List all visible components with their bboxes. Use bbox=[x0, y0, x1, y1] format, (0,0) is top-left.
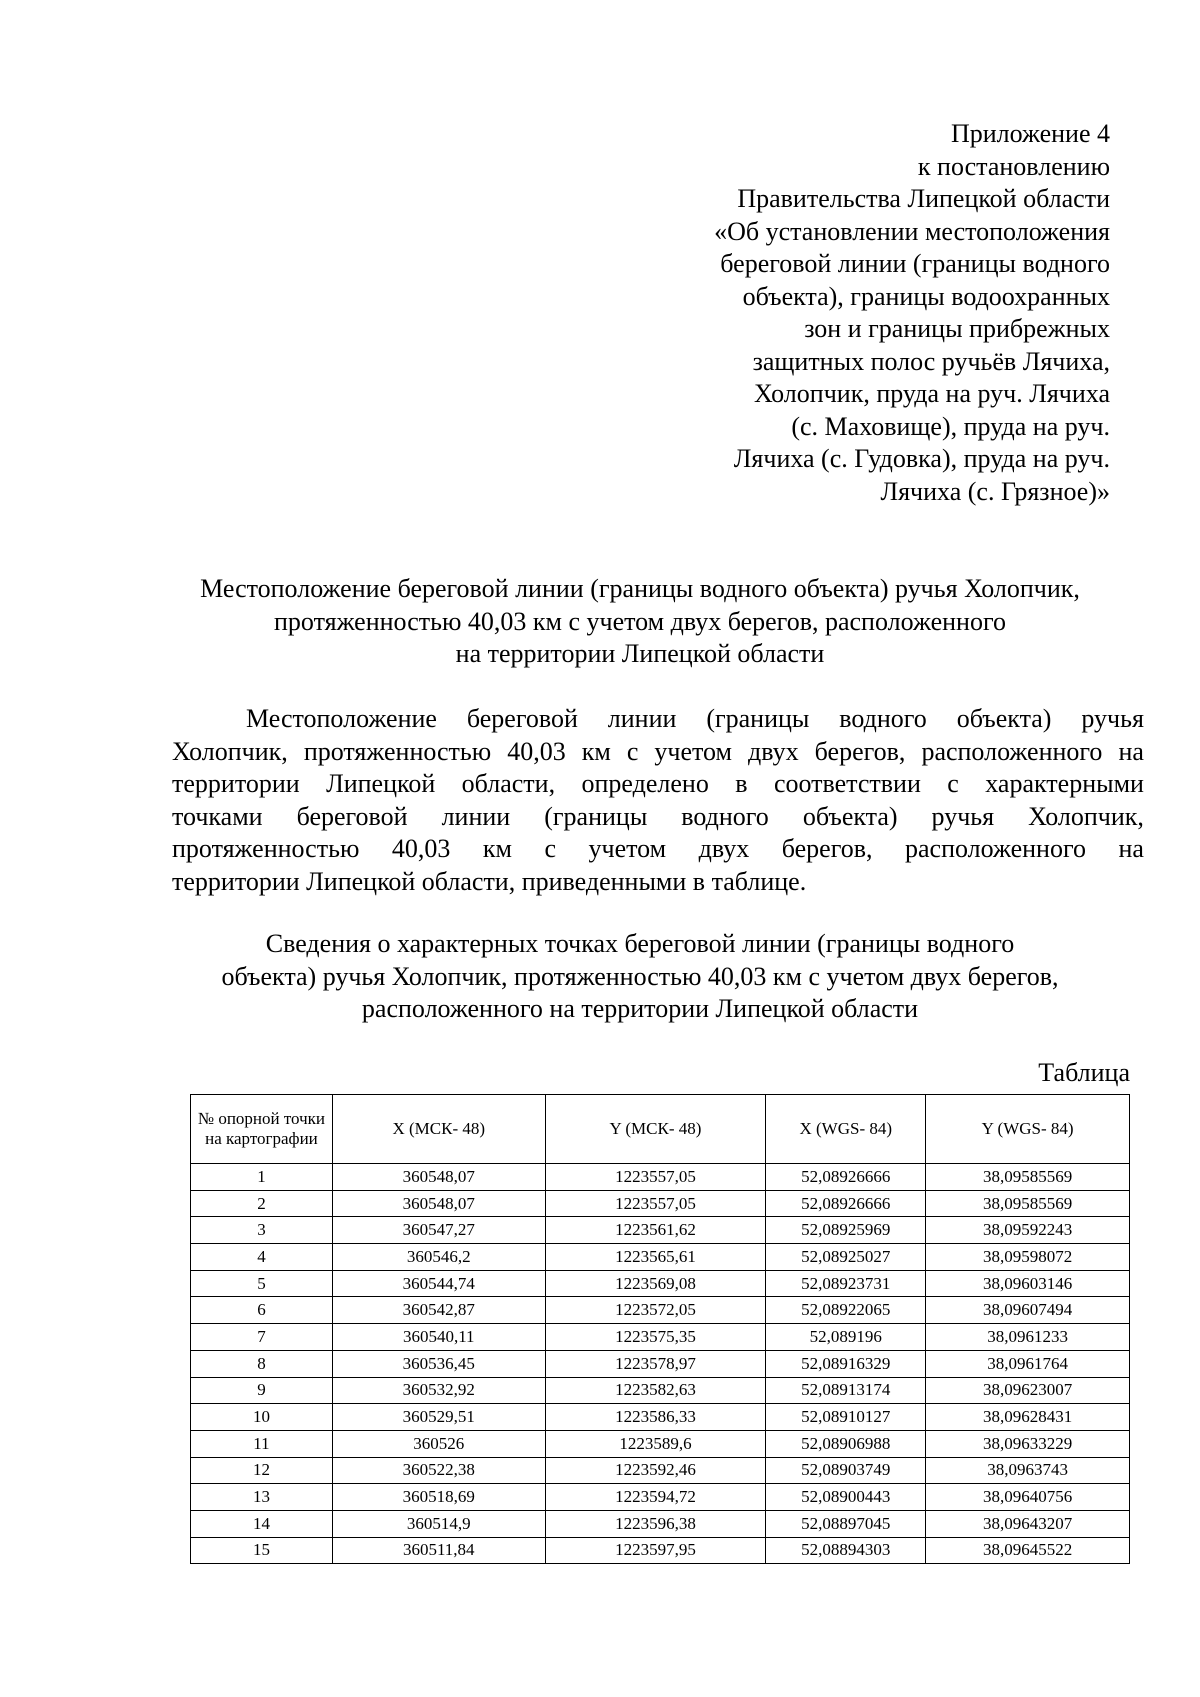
table-row bbox=[191, 1510, 1130, 1537]
table-cell: 1223589,6 bbox=[545, 1430, 766, 1457]
table-cell: 38,0961233 bbox=[926, 1324, 1130, 1351]
table-row bbox=[191, 1484, 1130, 1511]
appendix-line: Холопчик, пруда на руч. Лячиха bbox=[754, 379, 1110, 408]
appendix-line: объекта), границы водоохранных bbox=[742, 281, 1110, 311]
paragraph-line: Холопчик, протяженностью 40,03 км с учетом двух берегов, расположенного на bbox=[172, 736, 1144, 766]
table-cell: 1223594,72 bbox=[545, 1484, 766, 1511]
table-cell: 52,08922065 bbox=[766, 1297, 926, 1324]
table-row bbox=[191, 1164, 1130, 1191]
paragraph-line: протяженностью 40,03 км с учетом двух берегов, расположенного на bbox=[172, 834, 1144, 863]
table-cell: 1223597,95 bbox=[545, 1537, 766, 1564]
table-cell: 38,09643207 bbox=[926, 1510, 1130, 1537]
table-cell: 7 bbox=[191, 1324, 333, 1351]
table-cell: 1223596,38 bbox=[545, 1510, 766, 1537]
table-cell: 1223575,35 bbox=[545, 1324, 766, 1351]
table-cell: 1223561,62 bbox=[545, 1217, 766, 1244]
table-title-line: Сведения о характерных точках береговой линии (границы водного bbox=[265, 929, 1015, 958]
table-cell: 38,09598072 bbox=[926, 1244, 1130, 1271]
paragraph-line: Местоположение береговой линии (границы водного объекта) ручья bbox=[246, 704, 1144, 733]
table-cell: 38,0961764 bbox=[926, 1350, 1130, 1377]
table-cell: 52,08916329 bbox=[766, 1350, 926, 1377]
table-cell: 38,09640756 bbox=[926, 1484, 1130, 1511]
appendix-line: защитных полос ручьёв Лячиха, bbox=[752, 346, 1110, 376]
table-cell: 38,09592243 bbox=[926, 1217, 1130, 1244]
title-line: протяженностью 40,03 км с учетом двух берегов, расположенного bbox=[274, 606, 1006, 636]
table-cell: 12 bbox=[191, 1457, 333, 1484]
table-cell: 1 bbox=[191, 1164, 333, 1191]
table-cell: 11 bbox=[191, 1430, 333, 1457]
appendix-line: (с. Маховище), пруда на руч. bbox=[791, 411, 1110, 441]
table-cell: 52,08925969 bbox=[766, 1217, 926, 1244]
document-title bbox=[170, 573, 1110, 671]
table-cell: 38,09585569 bbox=[926, 1190, 1130, 1217]
table-cell: 52,08925027 bbox=[766, 1244, 926, 1271]
table-cell: 360526 bbox=[332, 1430, 545, 1457]
table-cell: 1223557,05 bbox=[545, 1190, 766, 1217]
table-cell: 2 bbox=[191, 1190, 333, 1217]
table-cell: 52,08906988 bbox=[766, 1430, 926, 1457]
table-cell: 5 bbox=[191, 1270, 333, 1297]
title-line: на территории Липецкой области bbox=[455, 639, 825, 668]
appendix-line: к постановлению bbox=[917, 151, 1110, 181]
table-row bbox=[191, 1430, 1130, 1457]
table-cell: 38,0963743 bbox=[926, 1457, 1130, 1484]
table-row bbox=[191, 1377, 1130, 1404]
appendix-line: зон и границы прибрежных bbox=[804, 314, 1110, 343]
table-cell: 4 bbox=[191, 1244, 333, 1271]
table-cell: 38,09585569 bbox=[926, 1164, 1130, 1191]
table-cell: 360540,11 bbox=[332, 1324, 545, 1351]
table-cell: 360529,51 bbox=[332, 1404, 545, 1431]
table-cell: 8 bbox=[191, 1350, 333, 1377]
table-row bbox=[191, 1457, 1130, 1484]
appendix-line: «Об установлении местоположения bbox=[714, 216, 1110, 246]
table-row bbox=[191, 1350, 1130, 1377]
table-cell: 38,09633229 bbox=[926, 1430, 1130, 1457]
table-title bbox=[170, 928, 1110, 1026]
table-cell: 360544,74 bbox=[332, 1270, 545, 1297]
table-cell: 1223578,97 bbox=[545, 1350, 766, 1377]
table-title-line: объекта) ручья Холопчик, протяженностью 40,03 км с учетом двух берегов, bbox=[221, 961, 1059, 991]
table-cell: 360542,87 bbox=[332, 1297, 545, 1324]
table-cell: 1223592,46 bbox=[545, 1457, 766, 1484]
table-row bbox=[191, 1244, 1130, 1271]
table-cell: 360546,2 bbox=[332, 1244, 545, 1271]
table-cell: 52,08897045 bbox=[766, 1510, 926, 1537]
table-cell: 360532,92 bbox=[332, 1377, 545, 1404]
table-cell: 360518,69 bbox=[332, 1484, 545, 1511]
table-cell: 360547,27 bbox=[332, 1217, 545, 1244]
table-cell: 52,08923731 bbox=[766, 1270, 926, 1297]
table-cell: 52,08910127 bbox=[766, 1404, 926, 1431]
table-cell: 360548,07 bbox=[332, 1190, 545, 1217]
paragraph-line: территории Липецкой области, приведенными в таблице. bbox=[172, 866, 807, 896]
table-cell: 14 bbox=[191, 1510, 333, 1537]
table-caption: Таблица bbox=[1038, 1058, 1130, 1087]
table-row bbox=[191, 1404, 1130, 1431]
table-cell: 9 bbox=[191, 1377, 333, 1404]
table-cell: 52,08903749 bbox=[766, 1457, 926, 1484]
table-cell: 1223582,63 bbox=[545, 1377, 766, 1404]
table-cell: 3 bbox=[191, 1217, 333, 1244]
appendix-line: береговой линии (границы водного bbox=[720, 249, 1110, 278]
appendix-line: Лячиха (с. Грязное)» bbox=[880, 476, 1110, 506]
table-cell: 52,08900443 bbox=[766, 1484, 926, 1511]
table-cell: 52,08926666 bbox=[766, 1164, 926, 1191]
table-cell: 1223557,05 bbox=[545, 1164, 766, 1191]
table-cell: 360548,07 bbox=[332, 1164, 545, 1191]
table-row bbox=[191, 1537, 1130, 1564]
header-y-wgs84: Y (WGS- 84) bbox=[926, 1095, 1130, 1164]
table-cell: 52,08894303 bbox=[766, 1537, 926, 1564]
table-cell: 1223565,61 bbox=[545, 1244, 766, 1271]
body-paragraph bbox=[172, 703, 1144, 898]
table-row bbox=[191, 1270, 1130, 1297]
table-cell: 38,09628431 bbox=[926, 1404, 1130, 1431]
table-cell: 52,08913174 bbox=[766, 1377, 926, 1404]
appendix-line: Правительства Липецкой области bbox=[737, 184, 1110, 213]
table-cell: 1223572,05 bbox=[545, 1297, 766, 1324]
appendix-line: Лячиха (с. Гудовка), пруда на руч. bbox=[733, 444, 1110, 473]
table-cell: 38,09645522 bbox=[926, 1537, 1130, 1564]
header-y-msk48: Y (МСК- 48) bbox=[545, 1095, 766, 1164]
table-cell: 52,089196 bbox=[766, 1324, 926, 1351]
table-row bbox=[191, 1324, 1130, 1351]
paragraph-line: точками береговой линии (границы водного объекта) ручья Холопчик, bbox=[172, 801, 1144, 831]
appendix-header bbox=[590, 118, 1110, 508]
table-header-row bbox=[191, 1095, 1130, 1164]
paragraph-line: территории Липецкой области, определено в соответствии с характерными bbox=[172, 769, 1144, 798]
table-cell: 13 bbox=[191, 1484, 333, 1511]
table-cell: 1223569,08 bbox=[545, 1270, 766, 1297]
title-line: Местоположение береговой линии (границы водного объекта) ручья Холопчик, bbox=[200, 574, 1080, 603]
header-x-msk48: X (МСК- 48) bbox=[332, 1095, 545, 1164]
table-cell: 360536,45 bbox=[332, 1350, 545, 1377]
header-x-wgs84: X (WGS- 84) bbox=[766, 1095, 926, 1164]
table-cell: 360511,84 bbox=[332, 1537, 545, 1564]
table-cell: 360522,38 bbox=[332, 1457, 545, 1484]
coordinates-table bbox=[190, 1094, 1130, 1564]
table-row bbox=[191, 1297, 1130, 1324]
table-cell: 360514,9 bbox=[332, 1510, 545, 1537]
table-cell: 1223586,33 bbox=[545, 1404, 766, 1431]
table-row bbox=[191, 1217, 1130, 1244]
table-cell: 6 bbox=[191, 1297, 333, 1324]
table-cell: 15 bbox=[191, 1537, 333, 1564]
table-cell: 38,09607494 bbox=[926, 1297, 1130, 1324]
table-row bbox=[191, 1190, 1130, 1217]
appendix-line: Приложение 4 bbox=[950, 119, 1110, 148]
table-cell: 10 bbox=[191, 1404, 333, 1431]
table-body bbox=[191, 1164, 1130, 1564]
header-point-number: № опорной точки на картографии bbox=[191, 1095, 333, 1164]
table-cell: 38,09603146 bbox=[926, 1270, 1130, 1297]
table-cell: 52,08926666 bbox=[766, 1190, 926, 1217]
table-cell: 38,09623007 bbox=[926, 1377, 1130, 1404]
table-title-line: расположенного на территории Липецкой области bbox=[361, 994, 919, 1023]
